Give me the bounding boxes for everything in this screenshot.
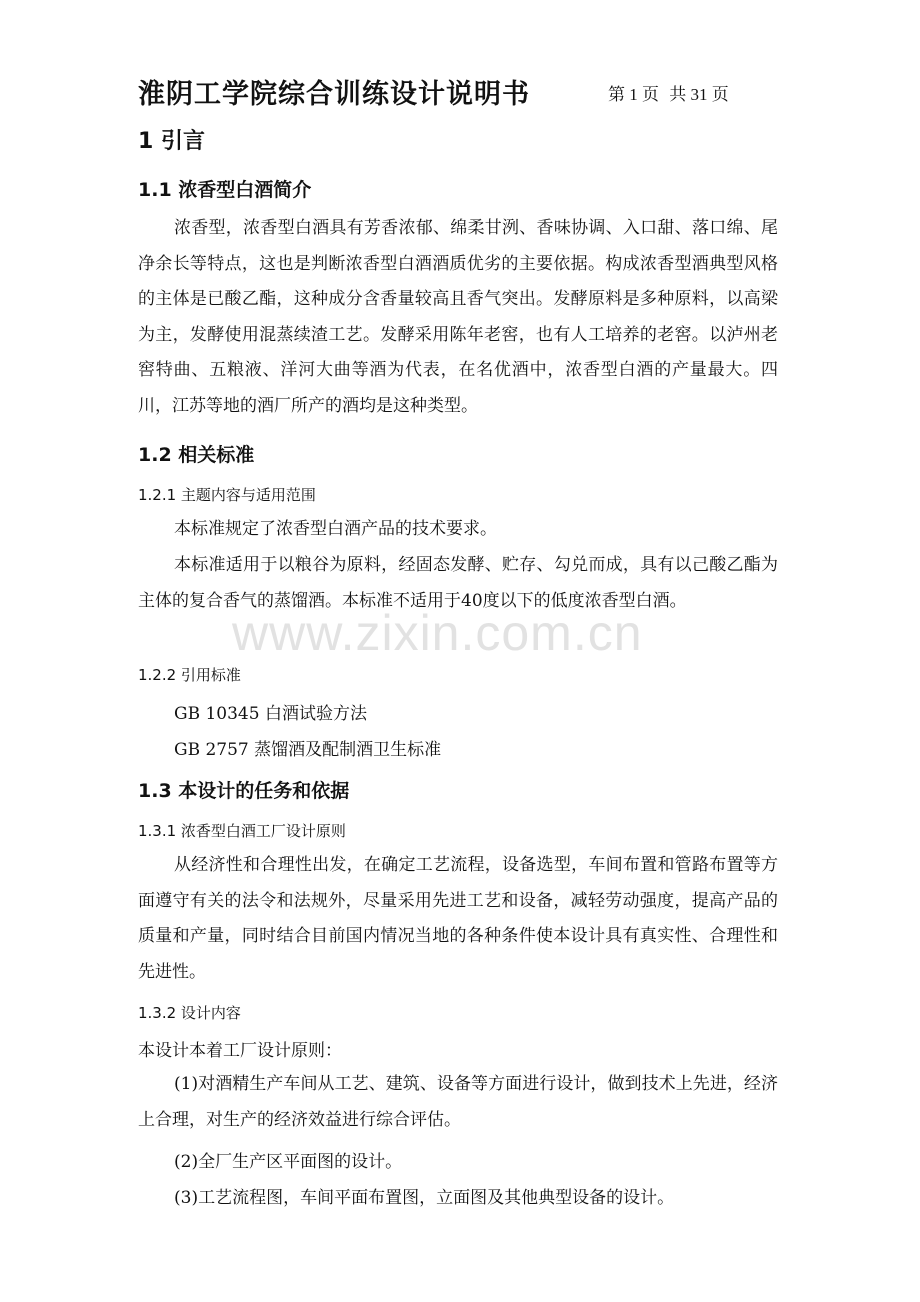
reference-1: GB 10345 白酒试验方法	[174, 704, 367, 724]
page-number: 第 1 页	[608, 85, 659, 104]
design-intro: 本设计本着工厂设计原则：	[138, 1041, 342, 1061]
paragraph-1-2-1-b: 本标准适用于以粮谷为原料，经固态发酵、贮存、勾兑而成，具有以己酸乙酯为主体的复合香气的蒸馏酒。本标准不适用于40度以下的低度浓香型白酒。	[138, 555, 778, 611]
page-counter	[608, 80, 735, 105]
paragraph-1-3-1: 从经济性和合理性出发，在确定工艺流程，设备选型，车间布置和管路布置等方面遵守有关的法令和法规外，尽量采用先进工艺和设备，减轻劳动强度，提高产品的质量和产量，同时结合目前国内情况当地的各种条件使本设计具有真实性、合理性和先进性。	[138, 855, 778, 982]
heading-1: 1 引言	[138, 129, 205, 154]
reference-2: GB 2757 蒸馏酒及配制酒卫生标准	[174, 740, 442, 760]
watermark: www.zixin.com.cn	[232, 605, 643, 661]
heading-1-1: 1.1 浓香型白酒简介	[138, 179, 312, 201]
paragraph-1-1: 浓香型，浓香型白酒具有芳香浓郁、绵柔甘洌、香味协调、入口甜、落口绵、尾净余长等特点，这也是判断浓香型白酒酒质优劣的主要依据。构成浓香型酒典型风格的主体是已酸乙酯，这种成分含香量较高且香气突出。发酵原料是多种原料，以高梁为主，发酵使用混蒸续渣工艺。发酵采用陈年老窖，也有人工培养的老窖。以泸州老窖特曲、五粮液、洋河大曲等酒为代表，在名优酒中，浓香型白酒的产量最大。四川，江苏等地的酒厂所产的酒均是这种类型。	[138, 218, 778, 416]
heading-1-3-1: 1.3.1 浓香型白酒工厂设计原则	[138, 822, 346, 840]
design-item-1: (1)对酒精生产车间从工艺、建筑、设备等方面进行设计，做到技术上先进，经济上合理，对生产的经济效益进行综合评估。	[138, 1074, 778, 1130]
heading-1-3-2: 1.3.2 设计内容	[138, 1004, 241, 1022]
heading-1-3: 1.3 本设计的任务和依据	[138, 780, 350, 802]
design-item-3: (3)工艺流程图，车间平面布置图，立面图及其他典型设备的设计。	[174, 1188, 675, 1208]
design-item-2: (2)全厂生产区平面图的设计。	[174, 1152, 403, 1172]
heading-1-2: 1.2 相关标准	[138, 444, 255, 466]
heading-1-2-2: 1.2.2 引用标准	[138, 666, 241, 684]
document-title: 淮阴工学院综合训练设计说明书	[138, 79, 530, 110]
heading-1-2-1: 1.2.1 主题内容与适用范围	[138, 486, 316, 504]
page-total: 共 31 页	[669, 85, 729, 104]
page-header	[138, 72, 778, 112]
paragraph-1-2-1-a: 本标准规定了浓香型白酒产品的技术要求。	[174, 519, 497, 539]
